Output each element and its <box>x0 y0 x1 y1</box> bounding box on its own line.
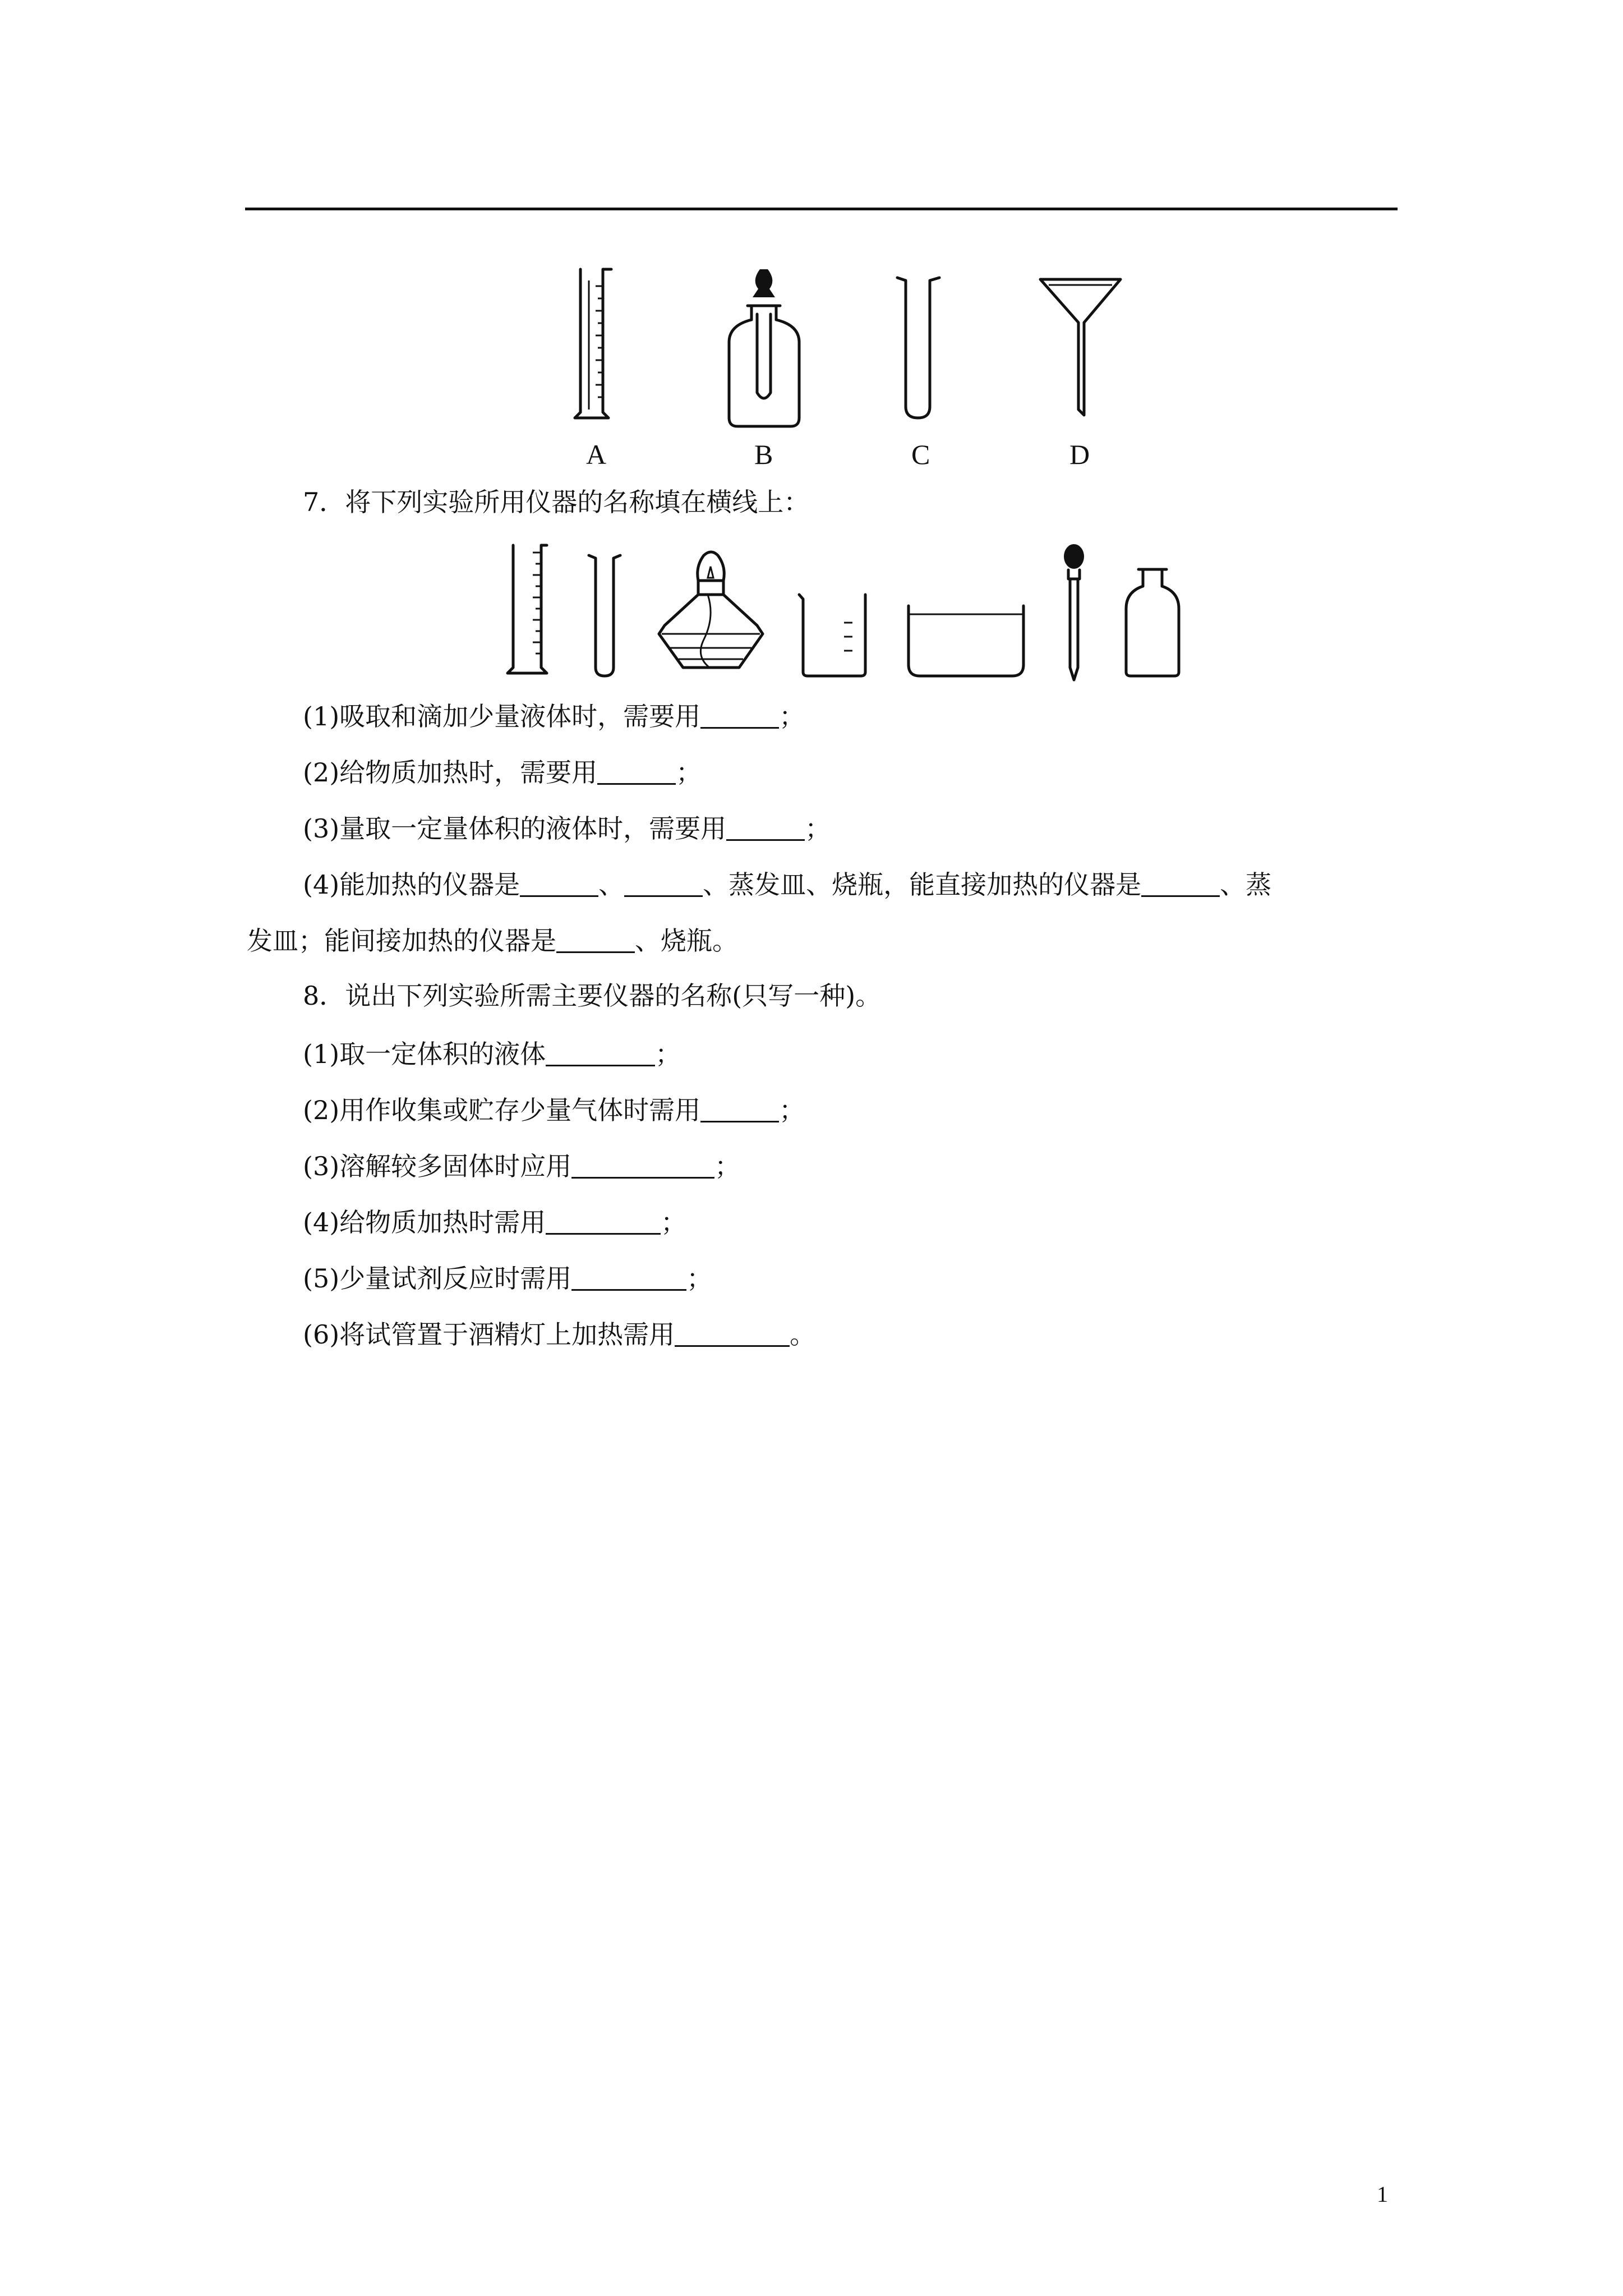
page-number: 1 <box>1377 2182 1388 2207</box>
answer-blank[interactable] <box>624 869 703 897</box>
answer-blank[interactable] <box>556 926 635 953</box>
figure-top-drawings <box>0 0 1623 482</box>
figure-label-b: B <box>754 439 773 470</box>
answer-blank[interactable] <box>571 1151 714 1179</box>
answer-blank[interactable] <box>726 813 805 841</box>
figure-top <box>0 0 1623 482</box>
figure-label-c: C <box>911 439 930 470</box>
answer-blank[interactable] <box>546 1039 655 1066</box>
answer-blank[interactable] <box>546 1207 661 1235</box>
figure-q7 <box>0 533 1623 684</box>
answer-blank[interactable] <box>571 1263 686 1291</box>
test-tube-icon <box>589 555 620 676</box>
graduated-cylinder-a <box>575 269 611 418</box>
answer-blank[interactable] <box>1141 869 1220 897</box>
figure-label-d: D <box>1069 439 1090 470</box>
graduated-cylinder-icon <box>508 545 547 673</box>
answer-blank[interactable] <box>675 1319 790 1347</box>
answer-blank[interactable] <box>520 869 598 897</box>
funnel-d <box>1040 279 1121 415</box>
beaker-icon <box>799 595 865 676</box>
evaporating-dish-icon <box>909 606 1023 676</box>
gas-jar-icon <box>1126 569 1179 676</box>
dropper-bottle-b <box>729 269 799 426</box>
answer-blank[interactable] <box>700 1095 779 1122</box>
answer-blank[interactable] <box>597 757 676 785</box>
figure-q7-drawings <box>0 533 1623 684</box>
alcohol-lamp-icon <box>659 552 763 668</box>
answer-blank[interactable] <box>700 701 779 729</box>
dropper-icon <box>1064 544 1084 680</box>
figure-label-a: A <box>586 439 607 470</box>
test-tube-c <box>897 278 939 418</box>
